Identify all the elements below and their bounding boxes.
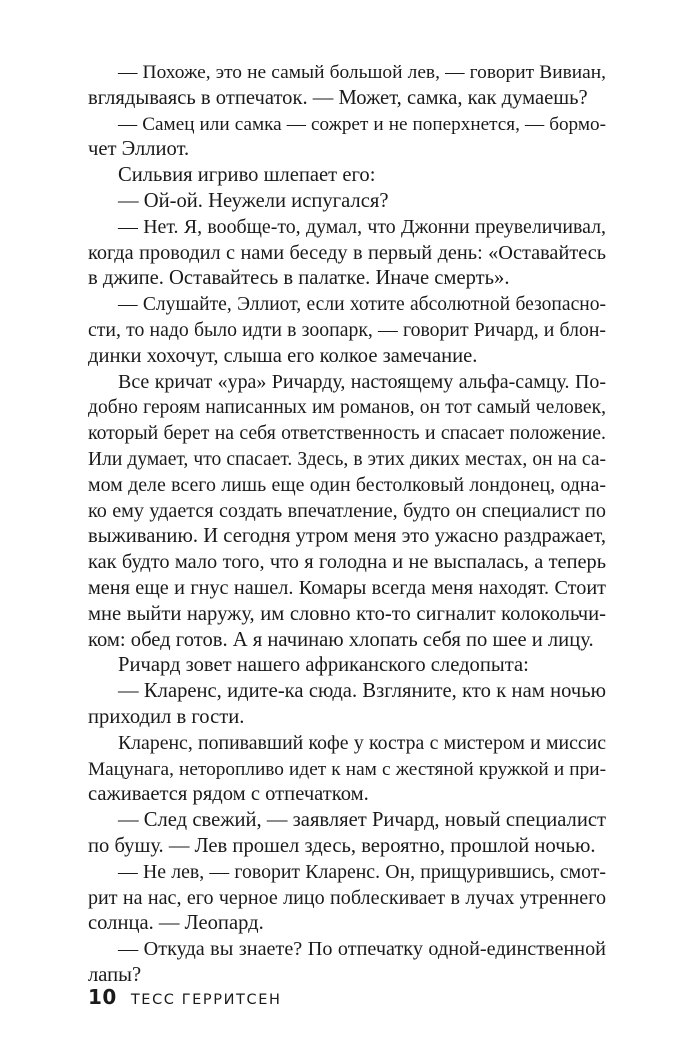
text-line: Кларенс, попивавший кофе у костра с мистером и миссис bbox=[118, 731, 606, 754]
text-line: мом деле всего лишь еще один бестолковый лондонец, одна- bbox=[88, 473, 606, 496]
text-line: — Нет. Я, вообще-то, думал, что Джонни преувеличивал, bbox=[118, 215, 606, 238]
text-line: рит на нас, его черное лицо поблескивает в лучах утреннего bbox=[88, 886, 606, 909]
text-line: когда проводил с нами беседу в первый день: «Оставайтесь bbox=[88, 241, 606, 264]
text-line: по бушу. — Лев прошел здесь, вероятно, прошлой ночью. bbox=[88, 834, 596, 857]
text-line: приходил в гости. bbox=[88, 705, 245, 728]
text-line: лапы? bbox=[88, 963, 142, 986]
running-head-author: ТЕСС ГЕРРИТСЕН bbox=[130, 992, 282, 1008]
text-line: — Кларенс, идите-ка сюда. Взгляните, кто к нам ночью bbox=[118, 680, 606, 703]
text-line: солнца. — Леопард. bbox=[88, 912, 264, 935]
text-line: выживанию. И сегодня утром меня это ужасно раздражает, bbox=[88, 525, 606, 548]
text-line: саживается рядом с отпечатком. bbox=[88, 783, 369, 806]
text-line: динки хохочут, слыша его колкое замечание. bbox=[88, 344, 478, 367]
text-line: — Слушайте, Эллиот, если хотите абсолютной безопасно- bbox=[118, 294, 606, 316]
text-line: который берет на себя ответственность и спасает положение. bbox=[88, 422, 606, 445]
text-line: Или думает, что спасает. Здесь, в этих диких местах, он на са- bbox=[88, 448, 606, 470]
text-line: Сильвия игриво шлепает его: bbox=[118, 164, 376, 187]
page-footer bbox=[88, 985, 282, 1009]
text-line: — Откуда вы знаете? По отпечатку одной-единственной bbox=[118, 938, 606, 961]
page-number: 10 bbox=[88, 985, 117, 1009]
text-line: ком: обед готов. А я начинаю хлопать себя по шее и лицу. bbox=[88, 628, 594, 651]
text-line: меня еще и гнус нашел. Комары всегда меня находят. Стоит bbox=[88, 576, 606, 599]
text-line: в джипе. Оставайтесь в палатке. Иначе смерть». bbox=[88, 267, 510, 290]
text-line: — Ой-ой. Неужели испугался? bbox=[118, 189, 389, 212]
text-line: — Похоже, это не самый большой лев, — говорит Вивиан, bbox=[118, 62, 606, 83]
body-text bbox=[88, 60, 606, 989]
text-line: — След свежий, — заявляет Ричард, новый специалист bbox=[118, 809, 606, 832]
text-line: сти, то надо было идти в зоопарк, — говорит Ричард, и блон- bbox=[88, 318, 606, 341]
text-line: вглядываясь в отпечаток. — Может, самка, как думаешь? bbox=[88, 86, 588, 109]
text-line: как будто мало того, что я голодна и не выспалась, а теперь bbox=[88, 551, 606, 574]
text-line: добно героям написанных им романов, он тот самый человек, bbox=[88, 397, 606, 419]
text-line: — Не лев, — говорит Кларенс. Он, прищурившись, смот- bbox=[118, 860, 606, 883]
text-line: Ричард зовет нашего африканского следопыта: bbox=[118, 654, 529, 677]
text-line: мне выйти наружу, им словно кто-то сигналит колокольчи- bbox=[88, 602, 606, 625]
text-line: ко ему удается создать впечатление, будто он специалист по bbox=[88, 499, 606, 522]
text-line: чет Эллиот. bbox=[88, 138, 190, 161]
text-line: Мацунага, неторопливо идет к нам с жестяной кружкой и при- bbox=[88, 758, 606, 780]
text-line: — Самец или самка — сожрет и не поперхнется, — бормо- bbox=[118, 113, 606, 135]
text-line: Все кричат «ура» Ричарду, настоящему альфа-самцу. По- bbox=[118, 370, 606, 393]
